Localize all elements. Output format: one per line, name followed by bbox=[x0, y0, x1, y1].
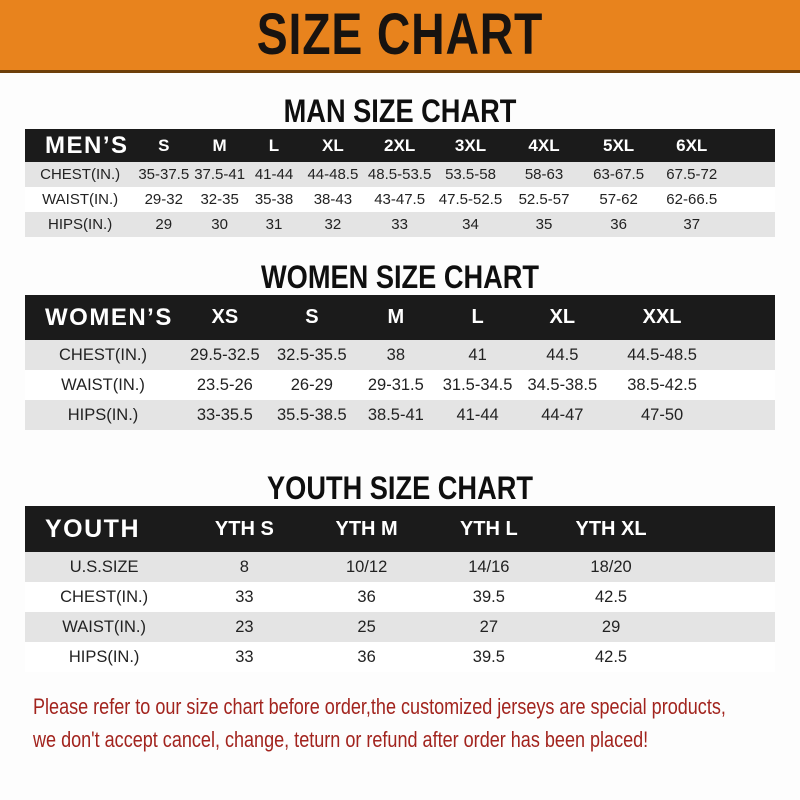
youth-table-row bbox=[25, 642, 775, 672]
spacer-cell bbox=[728, 162, 775, 187]
value-cell: 42.5 bbox=[550, 582, 672, 612]
value-cell: 31 bbox=[247, 212, 301, 237]
women-table-row bbox=[25, 370, 775, 400]
value-cell: 58-63 bbox=[507, 162, 582, 187]
value-cell: 52.5-57 bbox=[507, 187, 582, 212]
order-note-line-2: we don't accept cancel, change, teturn or refund after order has been placed! bbox=[33, 727, 649, 752]
value-cell: 41-44 bbox=[437, 400, 519, 430]
men-size-column-header: 5XL bbox=[582, 129, 656, 162]
value-cell: 38 bbox=[355, 340, 437, 370]
men-table-row bbox=[25, 162, 775, 187]
value-cell: 44-48.5 bbox=[301, 162, 365, 187]
value-cell: 29 bbox=[135, 212, 192, 237]
value-cell: 14/16 bbox=[428, 552, 550, 582]
value-cell: 38.5-41 bbox=[355, 400, 437, 430]
spacer-cell bbox=[728, 212, 775, 237]
row-label: CHEST(IN.) bbox=[25, 582, 183, 612]
men-table-row bbox=[25, 187, 775, 212]
women-size-table bbox=[25, 295, 775, 430]
value-cell: 33 bbox=[365, 212, 435, 237]
value-cell: 35 bbox=[507, 212, 582, 237]
value-cell: 43-47.5 bbox=[365, 187, 435, 212]
women-size-column-header: XL bbox=[518, 295, 606, 340]
men-header-bar bbox=[25, 129, 775, 162]
value-cell: 27 bbox=[428, 612, 550, 642]
women-size-column-header: M bbox=[355, 295, 437, 340]
men-size-column-header: 6XL bbox=[656, 129, 728, 162]
value-cell: 47.5-52.5 bbox=[435, 187, 507, 212]
value-cell: 30 bbox=[192, 212, 247, 237]
spacer-cell bbox=[672, 582, 775, 612]
women-size-column-header: L bbox=[437, 295, 519, 340]
men-section-heading: MAN SIZE CHART bbox=[283, 93, 517, 129]
value-cell: 63-67.5 bbox=[582, 162, 656, 187]
youth-table-row bbox=[25, 582, 775, 612]
value-cell: 32 bbox=[301, 212, 365, 237]
row-label: HIPS(IN.) bbox=[25, 400, 181, 430]
youth-table-row bbox=[25, 552, 775, 582]
men-size-column-header: 2XL bbox=[365, 129, 435, 162]
youth-section-heading: YOUTH SIZE CHART bbox=[267, 470, 533, 506]
value-cell: 33 bbox=[183, 642, 305, 672]
spacer-cell bbox=[672, 612, 775, 642]
spacer-cell bbox=[718, 295, 775, 340]
spacer-cell bbox=[718, 340, 775, 370]
spacer-cell bbox=[672, 506, 775, 552]
spacer-cell bbox=[672, 642, 775, 672]
value-cell: 35-38 bbox=[247, 187, 301, 212]
youth-table-row bbox=[25, 612, 775, 642]
value-cell: 38.5-42.5 bbox=[606, 370, 718, 400]
row-label: CHEST(IN.) bbox=[25, 162, 135, 187]
spacer-cell bbox=[728, 129, 775, 162]
value-cell: 37.5-41 bbox=[192, 162, 247, 187]
value-cell: 29 bbox=[550, 612, 672, 642]
value-cell: 10/12 bbox=[305, 552, 427, 582]
value-cell: 36 bbox=[305, 642, 427, 672]
men-size-column-header: S bbox=[135, 129, 192, 162]
women-corner-label: WOMEN’S bbox=[25, 295, 181, 340]
row-label: WAIST(IN.) bbox=[25, 612, 183, 642]
value-cell: 37 bbox=[656, 212, 728, 237]
women-table-row bbox=[25, 400, 775, 430]
value-cell: 34.5-38.5 bbox=[518, 370, 606, 400]
spacer-cell bbox=[718, 370, 775, 400]
value-cell: 8 bbox=[183, 552, 305, 582]
row-label: U.S.SIZE bbox=[25, 552, 183, 582]
row-label: WAIST(IN.) bbox=[25, 370, 181, 400]
value-cell: 38-43 bbox=[301, 187, 365, 212]
youth-size-table bbox=[25, 506, 775, 672]
value-cell: 34 bbox=[435, 212, 507, 237]
value-cell: 44-47 bbox=[518, 400, 606, 430]
men-table-row bbox=[25, 212, 775, 237]
women-header-bar bbox=[25, 295, 775, 340]
value-cell: 39.5 bbox=[428, 642, 550, 672]
value-cell: 42.5 bbox=[550, 642, 672, 672]
value-cell: 57-62 bbox=[582, 187, 656, 212]
youth-size-column-header: YTH S bbox=[183, 506, 305, 552]
value-cell: 33 bbox=[183, 582, 305, 612]
spacer-cell bbox=[672, 552, 775, 582]
women-size-column-header: S bbox=[269, 295, 355, 340]
value-cell: 47-50 bbox=[606, 400, 718, 430]
value-cell: 53.5-58 bbox=[435, 162, 507, 187]
value-cell: 23.5-26 bbox=[181, 370, 269, 400]
value-cell: 25 bbox=[305, 612, 427, 642]
women-size-column-header: XXL bbox=[606, 295, 718, 340]
men-size-table bbox=[25, 129, 775, 237]
women-section-heading: WOMEN SIZE CHART bbox=[260, 259, 540, 295]
value-cell: 32-35 bbox=[192, 187, 247, 212]
men-size-column-header: 3XL bbox=[435, 129, 507, 162]
value-cell: 23 bbox=[183, 612, 305, 642]
banner-title: SIZE CHART bbox=[256, 2, 544, 67]
size-chart-banner bbox=[0, 0, 800, 73]
value-cell: 18/20 bbox=[550, 552, 672, 582]
value-cell: 29.5-32.5 bbox=[181, 340, 269, 370]
men-size-column-header: M bbox=[192, 129, 247, 162]
youth-size-column-header: YTH L bbox=[428, 506, 550, 552]
youth-header-bar bbox=[25, 506, 775, 552]
value-cell: 32.5-35.5 bbox=[269, 340, 355, 370]
row-label: HIPS(IN.) bbox=[25, 212, 135, 237]
value-cell: 44.5 bbox=[518, 340, 606, 370]
men-size-column-header: L bbox=[247, 129, 301, 162]
row-label: WAIST(IN.) bbox=[25, 187, 135, 212]
value-cell: 41-44 bbox=[247, 162, 301, 187]
value-cell: 33-35.5 bbox=[181, 400, 269, 430]
men-size-column-header: XL bbox=[301, 129, 365, 162]
women-size-column-header: XS bbox=[181, 295, 269, 340]
value-cell: 36 bbox=[305, 582, 427, 612]
youth-corner-label: YOUTH bbox=[25, 506, 183, 552]
value-cell: 41 bbox=[437, 340, 519, 370]
spacer-cell bbox=[718, 400, 775, 430]
women-table-row bbox=[25, 340, 775, 370]
order-note bbox=[33, 690, 800, 756]
value-cell: 26-29 bbox=[269, 370, 355, 400]
value-cell: 29-31.5 bbox=[355, 370, 437, 400]
men-size-column-header: 4XL bbox=[507, 129, 582, 162]
value-cell: 36 bbox=[582, 212, 656, 237]
value-cell: 31.5-34.5 bbox=[437, 370, 519, 400]
youth-size-column-header: YTH M bbox=[305, 506, 427, 552]
value-cell: 35-37.5 bbox=[135, 162, 192, 187]
youth-size-column-header: YTH XL bbox=[550, 506, 672, 552]
value-cell: 44.5-48.5 bbox=[606, 340, 718, 370]
men-corner-label: MEN’S bbox=[25, 129, 135, 162]
value-cell: 48.5-53.5 bbox=[365, 162, 435, 187]
value-cell: 62-66.5 bbox=[656, 187, 728, 212]
row-label: CHEST(IN.) bbox=[25, 340, 181, 370]
value-cell: 35.5-38.5 bbox=[269, 400, 355, 430]
order-note-line-1: Please refer to our size chart before order,the customized jerseys are special products, bbox=[33, 694, 726, 719]
value-cell: 67.5-72 bbox=[656, 162, 728, 187]
value-cell: 29-32 bbox=[135, 187, 192, 212]
row-label: HIPS(IN.) bbox=[25, 642, 183, 672]
spacer-cell bbox=[728, 187, 775, 212]
value-cell: 39.5 bbox=[428, 582, 550, 612]
